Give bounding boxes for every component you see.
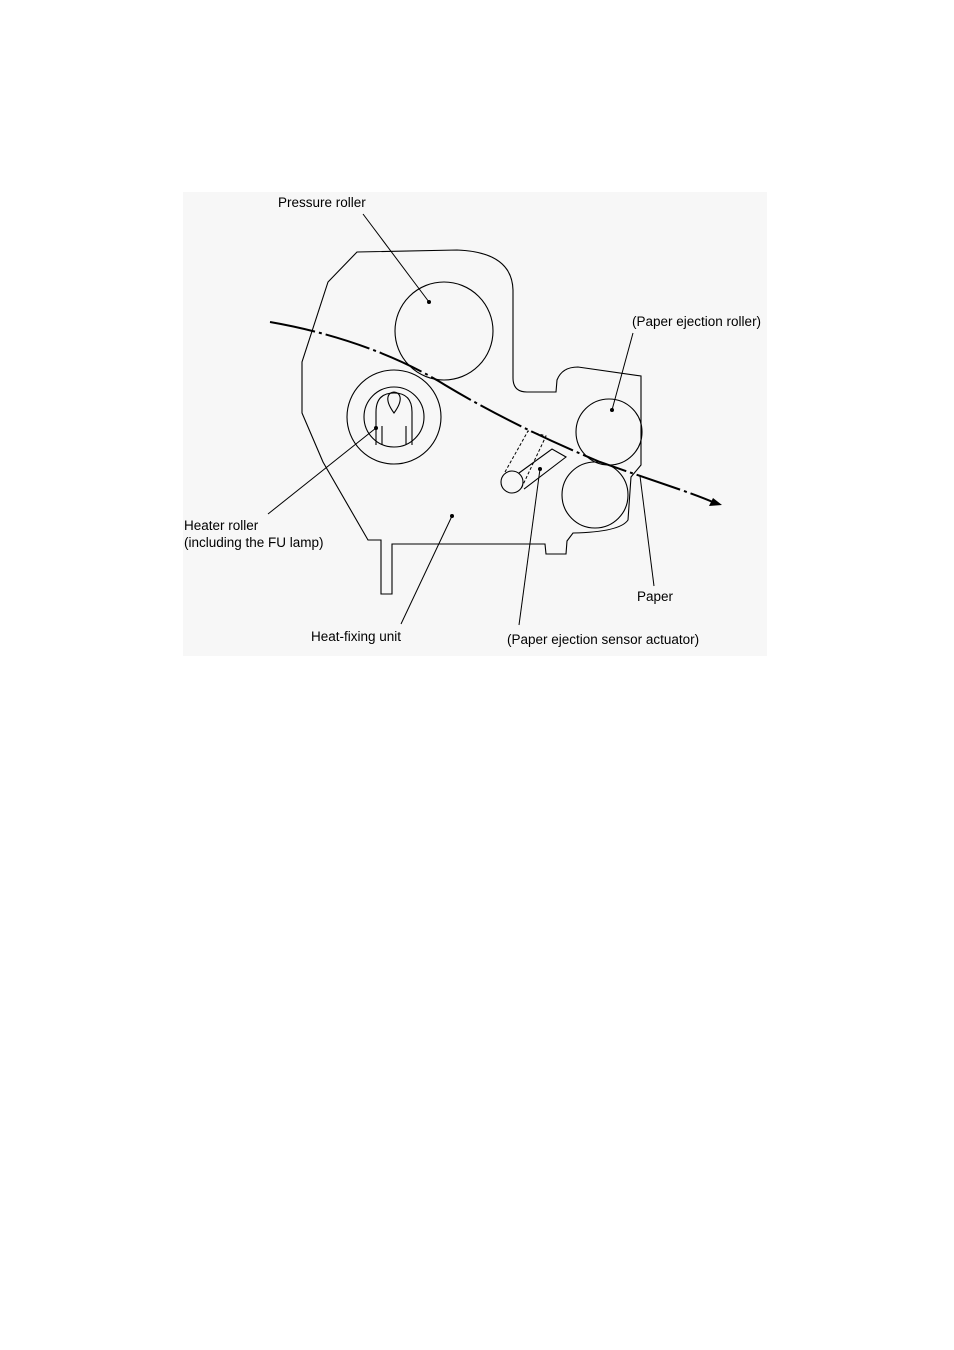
label-pressure-roller: Pressure roller — [278, 195, 366, 210]
leader-heater-roller — [268, 428, 376, 514]
paper-ejection-roller-lower — [562, 462, 628, 528]
paper-ejection-sensor-actuator — [501, 431, 566, 493]
paper-path — [270, 322, 715, 503]
leader-heat-fixing-unit — [401, 516, 452, 624]
label-heat-fixing-unit: Heat-fixing unit — [311, 629, 402, 644]
label-heater-roller-note: (including the FU lamp) — [184, 535, 324, 550]
label-heater-roller: Heater roller — [184, 518, 259, 533]
label-paper-ejection-roller: (Paper ejection roller) — [632, 314, 762, 329]
label-paper: Paper — [637, 589, 674, 604]
leader-paper-ejection-roller — [612, 333, 633, 410]
leader-paper — [640, 476, 654, 586]
label-paper-ejection-sensor-actuator: (Paper ejection sensor actuator) — [507, 632, 700, 647]
fu-lamp-icon — [376, 393, 412, 445]
heat-fixing-unit-housing — [302, 250, 641, 594]
leader-pressure-roller — [363, 214, 429, 302]
heater-roller — [347, 370, 441, 464]
leader-sensor-actuator — [519, 469, 540, 625]
